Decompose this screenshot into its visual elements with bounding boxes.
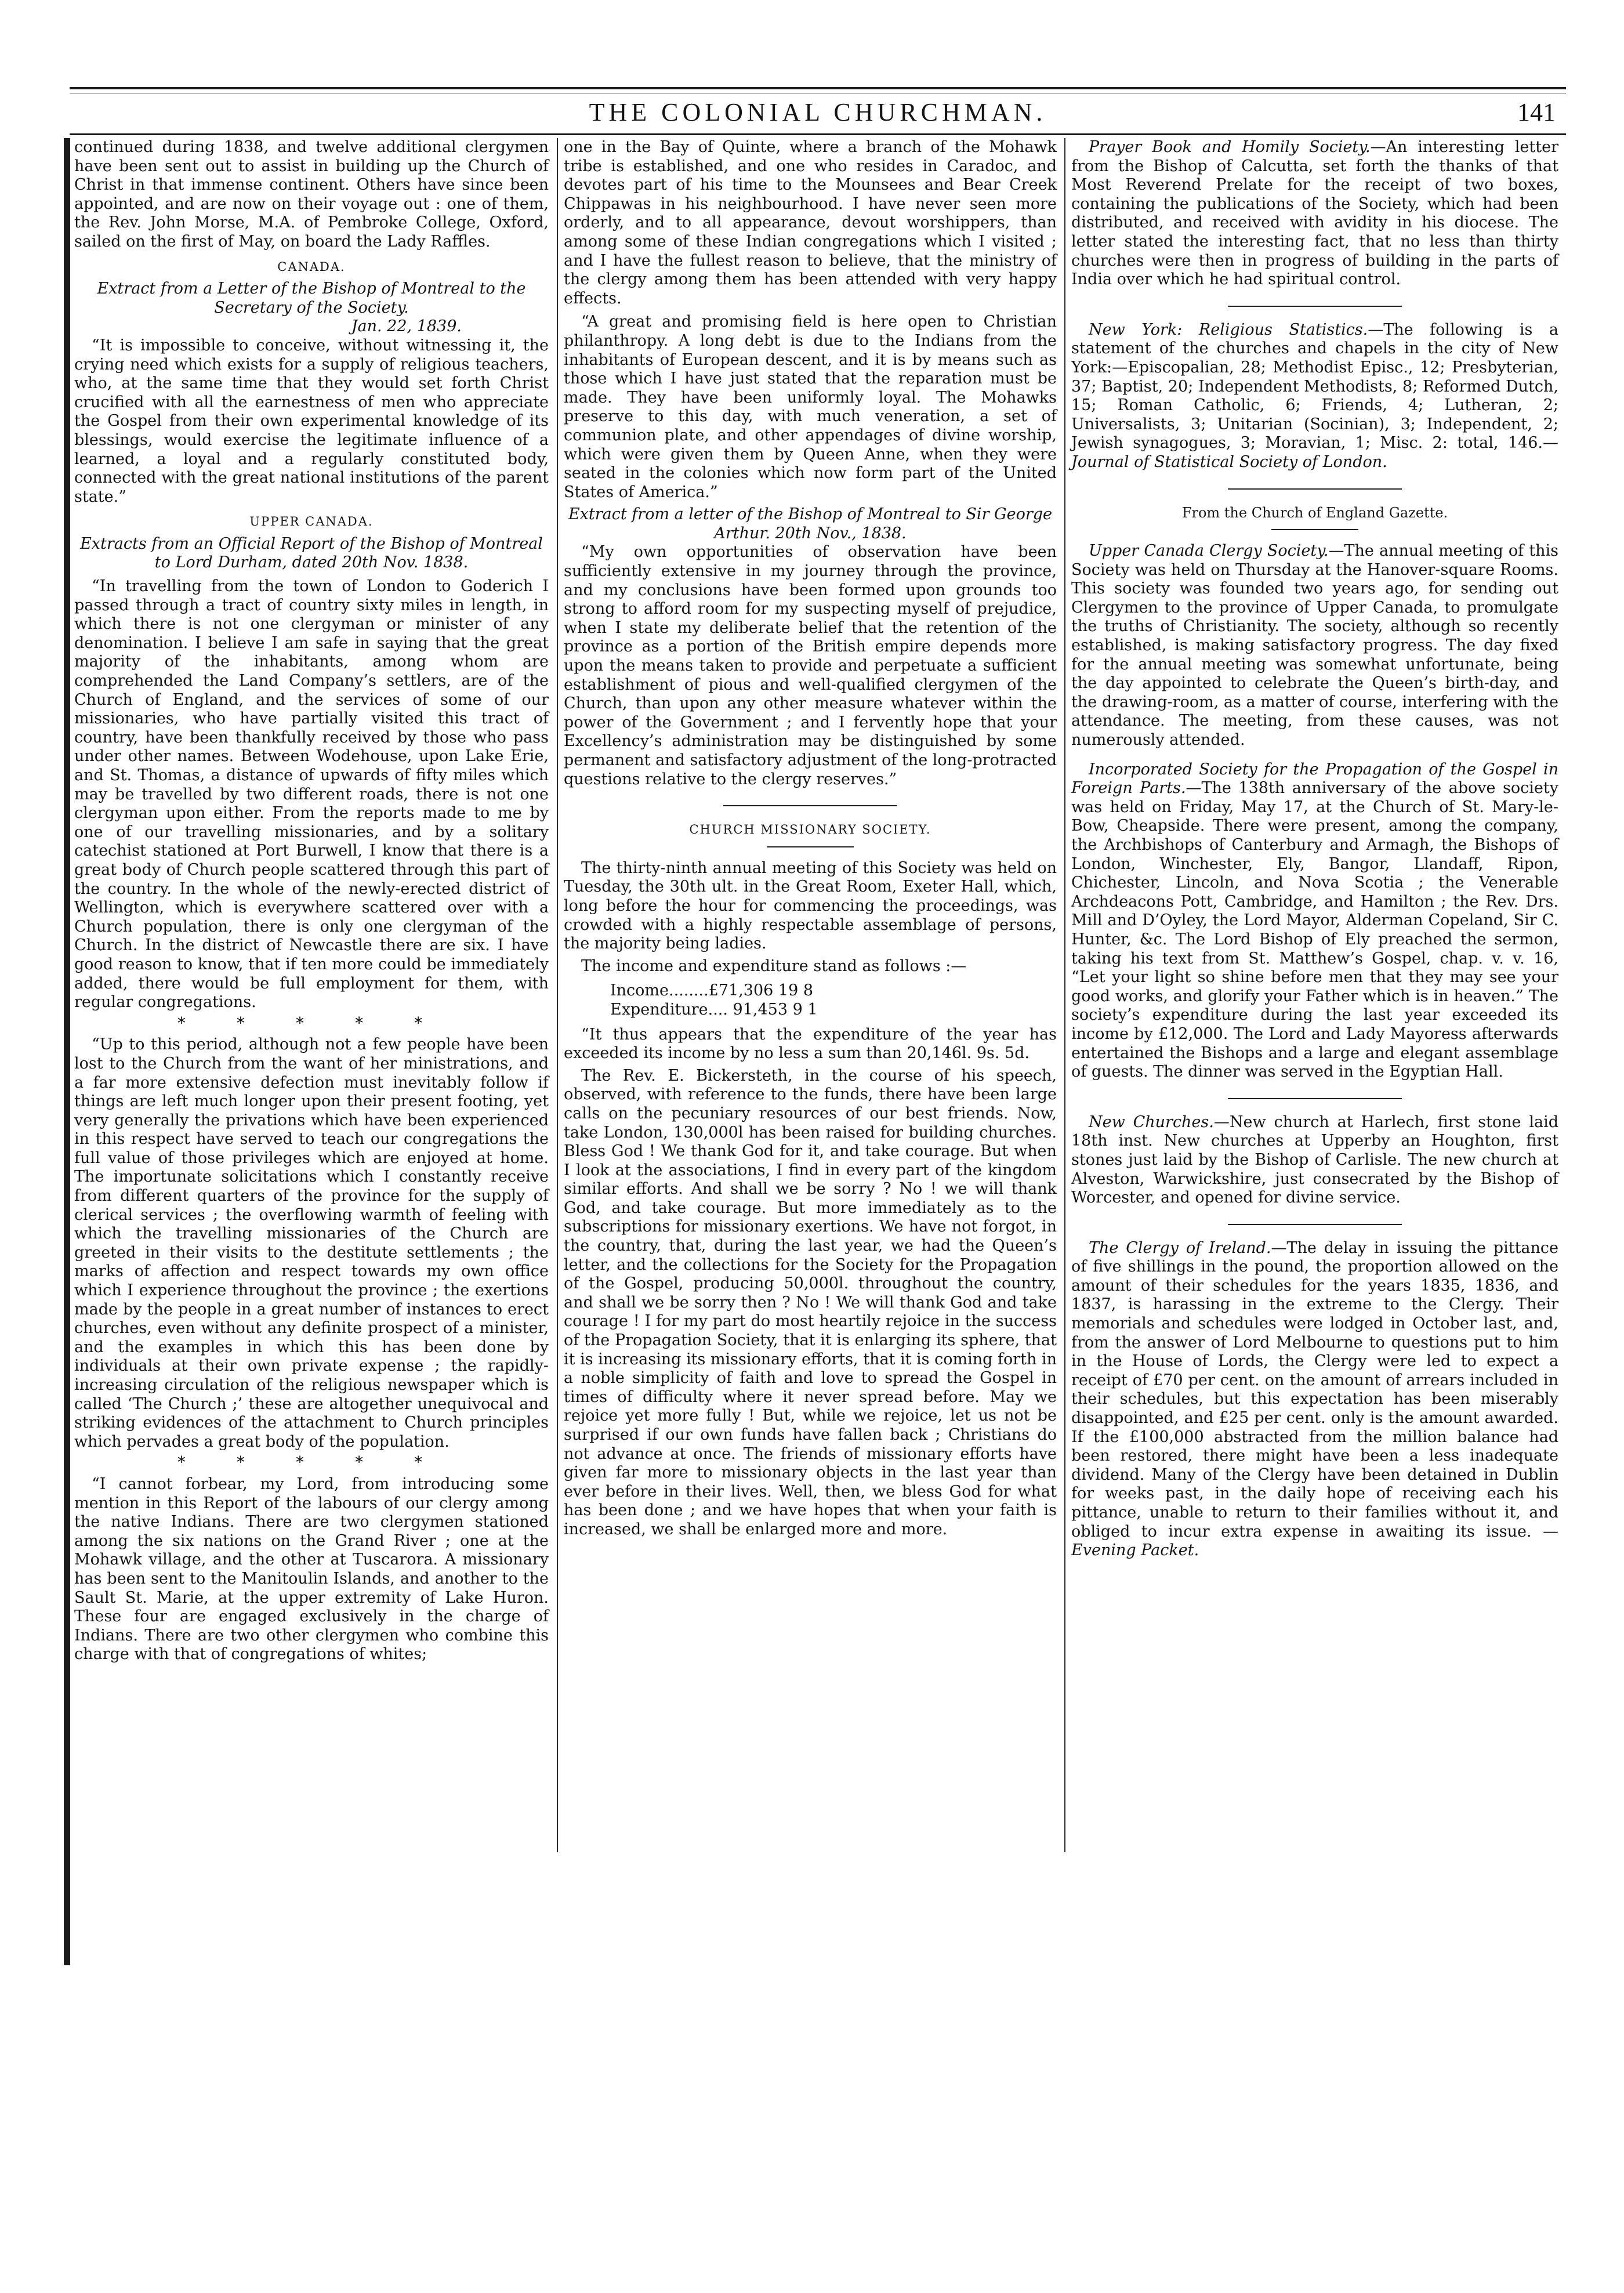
paragraph-title: New Churches. <box>1089 1113 1214 1131</box>
section-heading-upper-canada: UPPER CANADA. <box>249 515 374 529</box>
divider <box>1228 1224 1402 1225</box>
paragraph-title: Incorporated Society for the Propagation of the Gospel in Foreign Parts. <box>1071 760 1558 798</box>
newspaper-title: THE COLONIAL CHURCHMAN. <box>589 98 1047 126</box>
paragraph: The thirty-ninth annual meeting of this Society was held on Tuesday, the 30th ult. in the Great Room, Exeter Hall, which, long before the hour for commencing the proceedings, was crowded with a highly respectable assemblage of persons, the majority being ladies. <box>564 858 1057 953</box>
masthead <box>70 97 1566 130</box>
paragraph: The Rev. E. Bickersteth, in the course of his speech, observed, with reference to the funds, there have been large calls on the pecuniary resources of our best friends. Now, take London, 130,000l has been raised for building churches. Bless God ! We thank God for it, and take courage. But when I look at the associations, I find in every part of the kingdom similar efforts. And shall we be sorry ? No ! we will thank God, and take courage. But more immediately as to the subscriptions for missionary exertions. We have not forgot, in the country, that, during the last year, we had the Queen’s letter, and the collections for the Society for the Propagation of the Gospel, producing 50,000l. throughout the country, and shall we be sorry then ? No ! We will thank God and take courage ! I for my part do most heartily rejoice in the success of the Propagation Society, that it is enlarging its sphere, that it is increasing its missionary efforts, that it is coming forth in a noble simplicity of faith and love to spread the Gospel in times of difficulty where it never spread before. May we rejoice yet more fully ! But, while we rejoice, let us not be surprised if our own funds have fallen back ; Christians do not advance at once. The friends of missionary efforts have given far more to missionary objects in the last year than ever before in their lives. Well, then, we bless God for what has been done ; and we have hopes that when your faith is increased, we shall be enlarged more and more. <box>564 1066 1057 1538</box>
extract-title: Extract from a letter of the Bishop of Montreal to Sir George Arthur. 20th Nov., 1838. <box>568 505 1053 542</box>
paragraph <box>1071 138 1558 289</box>
paragraph-body: —An interesting letter from the Bishop of Calcutta, set forth the thanks of that Most Reverend Prelate for the receipt of two boxes, containing the publications of the Society, which had been distributed, and received with avidity in his diocese. The letter stated the interesting fact, that no less than thirty churches were then in progress of building in the parts of India over which he had spiritual control. <box>1071 138 1558 289</box>
divider <box>1228 1098 1402 1099</box>
paragraph-body: —The 138th anniversary of the above society was held on Friday, May 17, at the Church of St. Mary-le-Bow, Cheapside. There were present, among the company, the Archbishops of Canterbury and Armagh, the Bishops of London, Winchester, Ely, Bangor, Llandaff, Ripon, Chichester, Lincoln, and Nova Scotia ; the Venerable Archdeacons Pott, Cambridge, and Hamilton ; the Rev. Drs. Mill and D’Oyley, the Lord Mayor, Alderman Copeland, Sir C. Hunter, &c. The Lord Bishop of Ely preached the sermon, taking his text from St. Matthew’s Gospel, chap. v. v. 16, “Let your light so shine before men that they may see your good works, and glorify your Father which is in heaven.” The society’s expenditure during the last year exceeded its income by £12,000. The Lord and Lady Mayoress afterwards entertained the Bishops and a large and elegant assemblage of guests. The dinner was served in the Egyptian Hall. <box>1071 779 1558 1081</box>
paragraph-title: The Clergy of Ireland. <box>1089 1238 1271 1257</box>
paragraph-body: —New church at Harlech, first stone laid 18th inst. New churches at Upperby an Houghton, first stones just laid by the Bishop of Carlisle. The new church at Alveston, Warwickshire, just consecrated by the Bishop of Worcester, and opened for divine service. <box>1071 1113 1558 1207</box>
paragraph <box>1071 1113 1558 1208</box>
paragraph: “A great and promising field is here open to Christian philanthropy. A long debt is due to the Indians from the inhabitants of European descent, and it is by means such as those which I have just stated that the reparation must be made. They have been uniformly loyal. The Mohawks preserve to this day, with much veneration, a set of communion plate, and other appendages of divine worship, which were given them by Queen Anne, when they were seated in the colonies which now form part of the United States of America.” <box>564 313 1057 501</box>
paragraph: continued during 1838, and twelve additional clergymen have been sent out to assist in building up the Church of Christ in that immense continent. Others have since been appointed, and are now on their voyage out : one of them, the Rev. John Morse, M.A. of Pembroke College, Oxford, sailed on the first of May, on board the Lady Raffles. <box>74 138 549 251</box>
section-heading-cms: CHURCH MISSIONARY SOCIETY. <box>689 823 931 837</box>
paragraph: “In travelling from the town of London to Goderich I passed through a tract of country sixty miles in length, in which there is not one clergyman or minister of any denomination. I believe I am safe in saying that the great majority of the inhabitants, among whom are comprehended the Land Company’s settlers, are of the Church of England, and the services of some of our missionaries, who have partially visited this tract of country, have been thankfully received by those who pass under other names. Between Wodehouse, upon Lake Erie, and St. Thomas, a distance of upwards of fifty miles which may be travelled by two different roads, there is not one clergyman upon either. From the reports made to me by one of our travelling missionaries, and by a solitary catechist stationed at Port Burwell, I know that there is a great body of Church people scattered through this part of the country. In the whole of the newly-erected district of Wellington, which is everywhere scattered over with a Church population, there is only one clergyman of the Church. In the district of Newcastle there are six. I have good reason to know, that if ten more could be immediately added, there would be full employment for them, with regular congregations. <box>74 577 549 1012</box>
divider <box>1228 488 1402 490</box>
paragraph-body: —The following is a statement of the churches and chapels in the city of New York:—Episcopalian, 28; Methodist Episc., 12; Presbyterian, 37; Baptist, 20; Independent Methodists, 8; Reformed Dutch, 15; Roman Catholic, 6; Friends, 4; Lutheran, 2; Universalists, 3; Unitarian (Socinian), 3; Independent, 2; Jewish synagogues, 3; Moravian, 1; Misc. 2: total, 146.— <box>1071 320 1559 452</box>
column-3 <box>1071 138 1558 1560</box>
source-heading: From the Church of England Gazette. <box>1181 504 1448 521</box>
paragraph-source: Journal of Statistical Society of London. <box>1071 452 1387 471</box>
paragraph <box>1071 1239 1558 1560</box>
paragraph-title: New York: Religious Statistics. <box>1089 320 1368 339</box>
paragraph: “Up to this period, although not a few people have been lost to the Church from the want of her ministrations, and a far more extensive defection must inevitably follow if things are left much longer upon their present footing, yet very generally the privations which have been experienced in this respect have served to teach our congregations the full value of those privileges which are enjoyed at home. The importunate solicitations which I constantly receive from different quarters of the province for the supply of clerical services ; the overflowing warmth of feeling with which the travelling missionaries of the Church are greeted in their visits to the destitute settlements ; the marks of affection and respect towards my own office which I experience throughout the province ; the exertions made by the people in a great number of instances to erect churches, even without any definite prospect of a minister, and the examples in which this has been done by individuals at their own private expense ; the rapidly-increasing circulation of the religious newspaper which is called ‘The Church ;’ these are altogether unequivocal and striking evidences of the attachment to Church principles which pervades a great body of the population. <box>74 1035 549 1451</box>
expenditure-row: Expenditure.... 91,453 9 1 <box>610 1000 818 1019</box>
paragraph: “I cannot forbear, my Lord, from introducing some mention in this Report of the labours of our clergy among the native Indians. There are two clergymen stationed among the six nations on the Grand River ; one at the Mohawk village, and the other at Tuscarora. A missionary has been sent to the Manitoulin Islands, and another to the Sault St. Marie, at the upper extremity of Lake Huron. These four are engaged exclusively in the charge of Indians. There are two other clergymen who combine this charge with that of congregations of whites; <box>74 1475 549 1664</box>
column-2 <box>564 138 1057 1539</box>
paragraph: The income and expenditure stand as follows :— <box>581 957 967 975</box>
paragraph: “It is impossible to conceive, without witnessing it, the crying need which exists for a supply of religious teachers, who, at the same time that they would set forth Christ crucified with all the earnestness of men who appreciate the Gospel from their own experimental knowledge of its blessings, would exercise the legitimate influence of a learned, a loyal and a regularly constituted body, connected with the great national institutions of the parent state.” <box>74 336 549 506</box>
paragraph-body: —The annual meeting of this Society was held on Thursday at the Hanover-square Rooms. This society was founded two years ago, for sending out Clergymen to the province of Upper Canada, to promulgate the truths of Christianity. The society, although so recently established, is making satisfactory progress. The day fixed for the annual meeting was somewhat unfortunate, being the day appointed to celebrate the Queen’s birth-day, and the drawing-room, as a matter of course, interfering with the attendance. The meeting, from these causes, was not numerously attended. <box>1071 542 1559 749</box>
extract-title: Extracts from an Official Report of the Bishop of Montreal to Lord Durham, dated 20th Nov. 1838. <box>80 534 543 572</box>
extract-title: Extract from a Letter of the Bishop of Montreal to the Secretary of the Society. <box>97 280 526 317</box>
paragraph-source: —Evening Packet. <box>1071 1522 1558 1560</box>
paragraph-title: Prayer Book and Homily Society. <box>1089 138 1371 156</box>
divider <box>767 846 854 847</box>
paragraph: “My own opportunities of observation have been sufficiently extensive in my journey through the province, and my conclusions have been formed upon grounds too strong to afford room for my suspecting myself of prejudice, when I state my deliberate belief that the retention of the province as a portion of the British empire depends more upon the means taken to provide and perpetuate a sufficient establishment of pious and well-qualified clergymen of the Church, than upon any other measure whatever within the power of the Government ; and I fervently hope that your Excellency’s administration may be distinguished by some permanent and satisfactory adjustment of the long-protracted questions relative to the clergy reserves.” <box>564 543 1057 788</box>
paragraph <box>1071 542 1558 750</box>
top-rule <box>70 87 1566 89</box>
paragraph <box>1071 760 1558 1082</box>
paragraph <box>1071 321 1558 472</box>
spacer <box>1071 750 1558 760</box>
divider <box>1228 306 1402 307</box>
section-break: * * * * * <box>177 1014 445 1033</box>
extract-date: Jan. 22, 1839. <box>351 317 462 336</box>
page-number: 141 <box>1517 98 1556 126</box>
left-margin-bar <box>64 138 70 1965</box>
header-rule <box>70 133 1566 135</box>
income-table <box>610 981 1057 1019</box>
divider <box>723 805 897 806</box>
paragraph: “It thus appears that the expenditure of the year has exceeded its income by no less a sum than 20,146l. 9s. 5d. <box>564 1025 1057 1063</box>
column-divider <box>1064 138 1065 1852</box>
section-break: * * * * * <box>177 1454 445 1472</box>
paragraph: one in the Bay of Quinte, where a branch of the Mohawk tribe is established, and one who resides in Caradoc, and devotes part of his time to the Mounsees and Bear Creek Chippawas in his neighbourhood. I have never seen more orderly, and to all appearance, devout worshippers, than among some of these Indian congregations which I visited ; and I have the fullest reason to believe, that the ministry of the clergy among them has been attended with very happy effects. <box>564 138 1057 307</box>
section-heading-canada: CANADA. <box>277 259 346 274</box>
income-row: Income........£71,306 19 8 <box>610 981 814 1000</box>
paragraph-body: —The delay in issuing the pittance of five shillings in the pound, the proportion allowed on the amount of their schedules for the years 1835, 1836, and 1837, is harassing in the extreme to the Clergy. Their memorials and schedules were lodged in October last, and, from the answer of Lord Melbourne to questions put to him in the House of Lords, the Clergy were led to expect a receipt of £70 per cent. on the amount of arrears included in their schedules, but this expectation has been miserably disappointed, and £25 per cent. only is the amount awarded. If the £100,000 abstracted from the million balance had been restored, there might have been a less inadequate dividend. Many of the Clergy have been detained in Dublin for weeks past, in the daily hope of receiving each his pittance, unable to return to their families without it, and obliged to incur extra expense in awaiting its issue. <box>1071 1238 1558 1541</box>
paragraph-title: Upper Canada Clergy Society. <box>1089 542 1329 560</box>
column-1 <box>74 138 549 1664</box>
column-divider <box>557 138 558 1852</box>
divider <box>1271 529 1358 530</box>
